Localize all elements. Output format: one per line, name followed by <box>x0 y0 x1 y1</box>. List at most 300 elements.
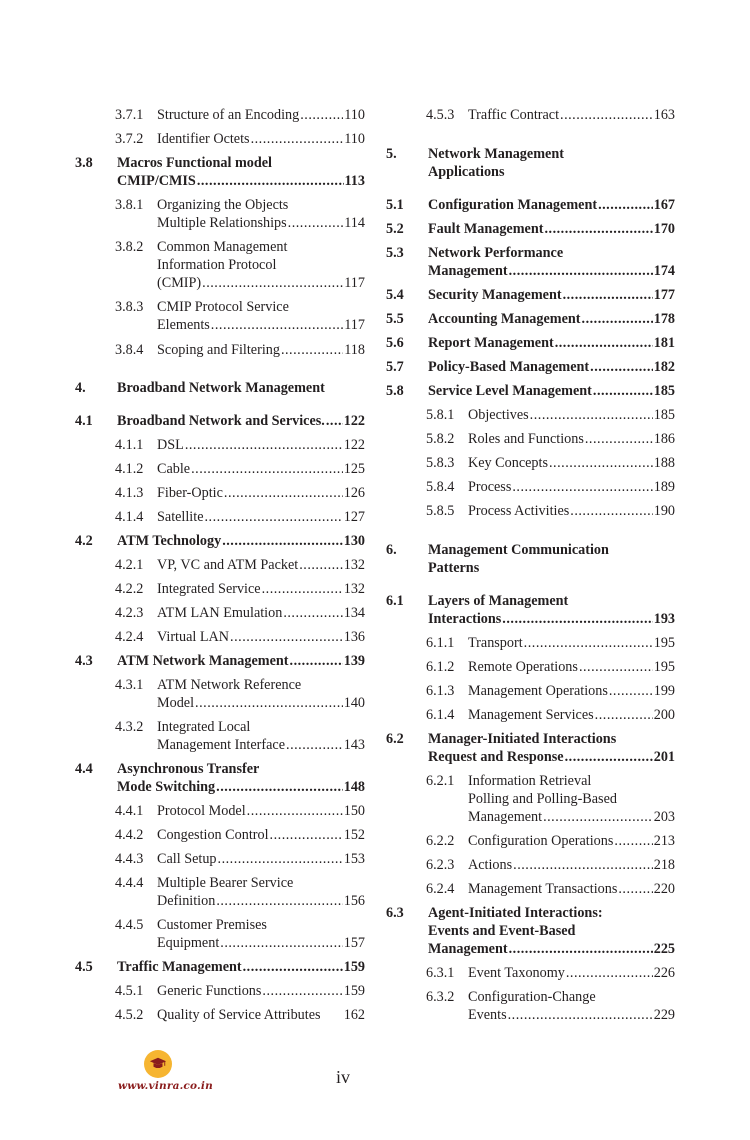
toc-title-line: Information Retrieval <box>468 773 592 789</box>
toc-title-line: Broadband Network Management <box>117 380 325 396</box>
toc-entry-title <box>428 541 675 577</box>
toc-entry-title <box>428 286 675 304</box>
dot-leader <box>614 832 652 850</box>
toc-title-line: Organizing the Objects <box>157 197 289 213</box>
toc-entry-number: 6.2.2 <box>426 833 455 849</box>
toc-entry-number: 6.1.4 <box>426 707 455 723</box>
dot-leader <box>300 106 343 124</box>
toc-page-number: 132 <box>343 581 365 597</box>
toc-title-line: Management <box>428 263 508 279</box>
toc-entry-title <box>157 580 365 598</box>
toc-title-line: Integrated Service <box>157 581 261 597</box>
toc-entry-number: 5.8.2 <box>426 431 455 447</box>
toc-page-number: 225 <box>653 941 675 957</box>
toc-title-line: Scoping and Filtering <box>157 342 280 358</box>
toc-title-line: Security Management <box>428 287 562 303</box>
dot-leader <box>502 610 652 628</box>
toc-page-number: 218 <box>653 857 675 873</box>
toc-entry-title <box>157 298 365 334</box>
toc-title-line: (CMIP) <box>157 275 202 291</box>
toc-entry-number: 4.1.3 <box>115 485 144 501</box>
dot-leader <box>243 958 343 976</box>
dot-leader <box>585 430 653 448</box>
toc-entry-number: 4.4.2 <box>115 827 144 843</box>
toc-entry-title <box>157 982 365 1000</box>
toc-entry-number: 5.8 <box>386 383 404 399</box>
toc-entry-title <box>157 874 365 910</box>
publisher-url[interactable]: www.vinra.co.in <box>118 1080 213 1092</box>
toc-entry-title <box>428 382 675 400</box>
toc-title-line: Mode Switching <box>117 779 216 795</box>
toc-page-number: 188 <box>653 455 675 471</box>
toc-entry-number: 5.1 <box>386 197 404 213</box>
toc-entry-title <box>468 658 675 676</box>
toc-entry-number: 4.1.2 <box>115 461 144 477</box>
toc-title-line: CMIP/CMIS <box>117 173 196 189</box>
dot-leader <box>195 694 343 712</box>
toc-page-number: 167 <box>653 197 675 213</box>
toc-title-line: Equipment <box>157 935 220 951</box>
toc-entry-title <box>117 652 365 670</box>
toc-title-line: Actions <box>468 857 513 873</box>
toc-entry-title <box>428 334 675 352</box>
toc-entry-number: 3.8.1 <box>115 197 144 213</box>
toc-page-number: 190 <box>653 503 675 519</box>
toc-entry-number: 3.7.2 <box>115 131 144 147</box>
toc-entry-title <box>468 772 675 826</box>
toc-title-line: Quality of Service Attributes <box>157 1007 321 1023</box>
dot-leader <box>247 802 343 820</box>
toc-page-number: 159 <box>343 959 365 975</box>
toc-entry-number: 4.4 <box>75 761 93 777</box>
toc-title-line: ATM Network Reference <box>157 677 302 693</box>
toc-title-line: Model <box>157 695 195 711</box>
toc-title-line: Elements <box>157 317 210 333</box>
toc-entry-number: 4.2.4 <box>115 629 144 645</box>
toc-entry-number: 5.6 <box>386 335 404 351</box>
dot-leader <box>508 1006 653 1024</box>
toc-entry-number: 4.2.2 <box>115 581 144 597</box>
toc-entry-title <box>157 1006 365 1024</box>
dot-leader <box>326 412 343 430</box>
toc-title-line: DSL <box>157 437 184 453</box>
toc-page-number: 203 <box>653 809 675 825</box>
toc-title-line: Macros Functional model <box>117 155 273 171</box>
toc-entry-number: 5.8.1 <box>426 407 455 423</box>
publisher-logo <box>144 1050 172 1078</box>
toc-entry-number: 4.5.2 <box>115 1007 144 1023</box>
dot-leader <box>222 532 343 550</box>
toc-title-line: Agent-Initiated Interactions: <box>428 905 603 921</box>
toc-entry-title <box>117 532 365 550</box>
dot-leader <box>205 508 343 526</box>
toc-entry-number: 6.1 <box>386 593 404 609</box>
toc-page-number: 229 <box>653 1007 675 1023</box>
toc-page-number: 130 <box>343 533 365 549</box>
toc-entry-number: 5.3 <box>386 245 404 261</box>
toc-page-number: 182 <box>653 359 675 375</box>
toc-page-number: 136 <box>343 629 365 645</box>
page-number: iv <box>336 1067 351 1087</box>
toc-entry-number: 5.5 <box>386 311 404 327</box>
toc-title-line: Structure of an Encoding <box>157 107 300 123</box>
toc-title-line: Virtual LAN <box>157 629 230 645</box>
toc-page-number: 110 <box>344 107 365 123</box>
toc-entry-title <box>157 850 365 868</box>
toc-title-line: Process <box>468 479 512 495</box>
dot-leader <box>563 286 653 304</box>
toc-title-line: Patterns <box>428 560 480 576</box>
toc-page-number: 150 <box>343 803 365 819</box>
toc-page-number: 186 <box>653 431 675 447</box>
toc-entry-number: 5.8.5 <box>426 503 455 519</box>
toc-title-line: Generic Functions <box>157 983 262 999</box>
toc-entry-title <box>157 130 365 148</box>
dot-leader <box>230 628 343 646</box>
toc-title-line: Call Setup <box>157 851 217 867</box>
toc-title-line: Management <box>428 941 508 957</box>
toc-title-line: Key Concepts <box>468 455 548 471</box>
toc-entry-number: 6.3 <box>386 905 404 921</box>
toc-entry-title <box>468 634 675 652</box>
toc-entry-number: 6.2 <box>386 731 404 747</box>
toc-entry-title <box>117 958 365 976</box>
toc-entry-number: 5.2 <box>386 221 404 237</box>
toc-title-line: Process Activities <box>468 503 570 519</box>
toc-entry-number: 3.8.3 <box>115 299 144 315</box>
dot-leader <box>185 436 343 454</box>
toc-title-line: Definition <box>157 893 216 909</box>
toc-title-line: Management Operations <box>468 683 608 699</box>
dot-leader <box>598 196 653 214</box>
toc-entry-title <box>428 244 675 280</box>
toc-entry-number: 6.1.3 <box>426 683 455 699</box>
toc-entry-title <box>157 802 365 820</box>
toc-entry-number: 4.3.2 <box>115 719 144 735</box>
toc-entry-number: 3.8.4 <box>115 342 144 358</box>
toc-entry-number: 6.1.1 <box>426 635 455 651</box>
toc-title-line: Remote Operations <box>468 659 578 675</box>
toc-page-number: 195 <box>653 659 675 675</box>
toc-entry-title <box>468 682 675 700</box>
toc-page-number: 113 <box>344 173 365 189</box>
toc-page-number: 156 <box>343 893 365 909</box>
toc-entry-title <box>428 358 675 376</box>
toc-title-line: Management Communication <box>428 542 609 558</box>
toc-entry-number: 4.2.3 <box>115 605 144 621</box>
dot-leader <box>286 736 343 754</box>
toc-title-line: Configuration Operations <box>468 833 614 849</box>
toc-entry-number: 5.7 <box>386 359 404 375</box>
toc-entry-title <box>157 106 365 124</box>
graduation-cap-icon <box>149 1055 167 1073</box>
toc-entry-title <box>468 502 675 520</box>
dot-leader <box>555 334 653 352</box>
toc-title-line: Events <box>468 1007 507 1023</box>
dot-leader <box>191 460 343 478</box>
dot-leader <box>509 940 653 958</box>
toc-title-line: Multiple Relationships <box>157 215 287 231</box>
toc-title-line: CMIP Protocol Service <box>157 299 289 315</box>
dot-leader <box>197 172 344 190</box>
toc-entry-title <box>157 238 365 292</box>
toc-page-number: 163 <box>653 107 675 123</box>
toc-entry-title <box>157 484 365 502</box>
dot-leader <box>565 748 653 766</box>
toc-entry-number: 6.2.4 <box>426 881 455 897</box>
toc-entry-number: 4.3 <box>75 653 93 669</box>
toc-page-number: 134 <box>343 605 365 621</box>
dot-leader <box>281 341 343 359</box>
toc-entry-number: 5.8.4 <box>426 479 455 495</box>
toc-entry-title <box>468 964 675 982</box>
toc-title-line: Traffic Management <box>117 959 242 975</box>
toc-title-line: Configuration Management <box>428 197 598 213</box>
dot-leader <box>560 106 653 124</box>
toc-entry-title <box>468 988 675 1024</box>
dot-leader <box>509 262 653 280</box>
dot-leader <box>549 454 653 472</box>
toc-page-number: 193 <box>653 611 675 627</box>
toc-entry-title <box>468 430 675 448</box>
toc-title-line: Identifier Octets <box>157 131 250 147</box>
toc-title-line: Broadband Network and Services. <box>117 413 325 429</box>
toc-entry-title <box>117 154 365 190</box>
dot-leader <box>299 556 342 574</box>
dot-leader <box>262 982 342 1000</box>
toc-entry-title <box>117 412 365 430</box>
toc-entry-number: 4.1.1 <box>115 437 144 453</box>
toc-title-line: Common Management <box>157 239 288 255</box>
toc-entry-title <box>117 760 365 796</box>
dot-leader <box>283 604 342 622</box>
toc-entry-title <box>468 406 675 424</box>
toc-title-line: Protocol Model <box>157 803 246 819</box>
toc-entry-title <box>468 478 675 496</box>
toc-entry-title <box>157 718 365 754</box>
toc-entry-number: 6.3.2 <box>426 989 455 1005</box>
toc-entry-number: 4.4.4 <box>115 875 144 891</box>
toc-title-line: Events and Event-Based <box>428 923 576 939</box>
dot-leader <box>218 850 343 868</box>
toc-title-line: Management Services <box>468 707 594 723</box>
toc-page-number: 139 <box>343 653 365 669</box>
toc-page-number: 174 <box>653 263 675 279</box>
toc-entry-title <box>157 826 365 844</box>
toc-title-line: Fault Management <box>428 221 544 237</box>
toc-page-number: 132 <box>343 557 365 573</box>
toc-title-line: Objectives <box>468 407 529 423</box>
toc-title-line: Service Level Management <box>428 383 592 399</box>
dot-leader <box>530 406 653 424</box>
toc-title-line: VP, VC and ATM Packet <box>157 557 299 573</box>
toc-entry-title <box>157 436 365 454</box>
toc-entry-title <box>157 460 365 478</box>
toc-title-line: Report Management <box>428 335 554 351</box>
dot-leader <box>216 892 342 910</box>
toc-page-number: 110 <box>344 131 365 147</box>
toc-title-line: Manager-Initiated Interactions <box>428 731 617 747</box>
dot-leader <box>595 706 653 724</box>
toc-entry-number: 4.1.4 <box>115 509 144 525</box>
toc-entry-number: 6.3.1 <box>426 965 455 981</box>
dot-leader <box>202 274 343 292</box>
toc-title-line: Polling and Polling-Based <box>468 791 617 807</box>
toc-page-number: 117 <box>344 317 365 333</box>
toc-entry-number: 3.8.2 <box>115 239 144 255</box>
toc-page-number: 127 <box>343 509 365 525</box>
toc-page-number: 153 <box>343 851 365 867</box>
toc-title-line: ATM Technology <box>117 533 222 549</box>
toc-title-line: Management Transactions <box>468 881 618 897</box>
toc-page-number: 143 <box>343 737 365 753</box>
toc-page-number: 185 <box>653 407 675 423</box>
dot-leader <box>513 856 653 874</box>
toc-entry-title <box>428 220 675 238</box>
toc-entry-number: 4.2.1 <box>115 557 144 573</box>
toc-entry-number: 4.1 <box>75 413 93 429</box>
toc-entry-title <box>468 106 675 124</box>
dot-leader <box>224 484 343 502</box>
dot-leader <box>211 316 343 334</box>
toc-entry-number: 4.5.3 <box>426 107 455 123</box>
toc-page-number: 226 <box>653 965 675 981</box>
toc-entry-number: 6.2.1 <box>426 773 455 789</box>
toc-page-number: 140 <box>343 695 365 711</box>
toc-title-line: Multiple Bearer Service <box>157 875 294 891</box>
dot-leader <box>543 808 653 826</box>
toc-entry-title <box>468 856 675 874</box>
dot-leader <box>618 880 652 898</box>
toc-title-line: Network Management <box>428 146 564 162</box>
toc-entry-title <box>468 880 675 898</box>
toc-entry-title <box>468 706 675 724</box>
dot-leader <box>288 214 344 232</box>
toc-page-number: 117 <box>344 275 365 291</box>
toc-entry-number: 4.5.1 <box>115 983 144 999</box>
toc-entry-title <box>157 676 365 712</box>
toc-entry-title <box>428 310 675 328</box>
toc-title-line: Applications <box>428 164 505 180</box>
toc-page-number: 114 <box>344 215 365 231</box>
toc-entry-number: 3.8 <box>75 155 93 171</box>
toc-title-line: Accounting Management <box>428 311 581 327</box>
toc-entry-title <box>468 454 675 472</box>
toc-page-number: 162 <box>343 1007 365 1023</box>
dot-leader <box>593 382 653 400</box>
toc-page-number: 178 <box>653 311 675 327</box>
toc-page-number: 177 <box>653 287 675 303</box>
toc-entry-number: 5.4 <box>386 287 404 303</box>
toc-entry-number: 3.7.1 <box>115 107 144 123</box>
toc-entry-number: 4.5 <box>75 959 93 975</box>
dot-leader <box>590 358 653 376</box>
toc-entry-title <box>428 145 675 181</box>
toc-title-line: Request and Response <box>428 749 564 765</box>
toc-page-number: 185 <box>653 383 675 399</box>
toc-title-line: Management <box>468 809 543 825</box>
toc-entry-title <box>157 196 365 232</box>
toc-entry-number: 5.8.3 <box>426 455 455 471</box>
toc-title-line: Traffic Contract <box>468 107 560 123</box>
dot-leader <box>579 658 653 676</box>
dot-leader <box>290 652 343 670</box>
toc-page-number: 170 <box>653 221 675 237</box>
toc-page-number: 122 <box>343 437 365 453</box>
toc-entry-number: 4.3.1 <box>115 677 144 693</box>
toc-title-line: Fiber-Optic <box>157 485 223 501</box>
toc-page-number: 181 <box>653 335 675 351</box>
toc-title-line: ATM LAN Emulation <box>157 605 283 621</box>
toc-title-line: Congestion Control <box>157 827 269 843</box>
dot-leader <box>220 934 342 952</box>
toc-title-line: Integrated Local <box>157 719 251 735</box>
toc-entry-title <box>117 379 365 397</box>
toc-title-line: Policy-Based Management <box>428 359 590 375</box>
toc-entry-number: 4.2 <box>75 533 93 549</box>
dot-leader <box>524 634 653 652</box>
toc-page-number: 189 <box>653 479 675 495</box>
toc-title-line: Interactions <box>428 611 502 627</box>
toc-page-number: 118 <box>344 342 365 358</box>
toc-title-line: Information Protocol <box>157 257 277 273</box>
toc-entry-title <box>157 341 365 359</box>
toc-title-line: Layers of Management <box>428 593 569 609</box>
dot-leader <box>512 478 652 496</box>
toc-entry-number: 5. <box>386 146 397 162</box>
dot-leader <box>566 964 653 982</box>
toc-page-number: 199 <box>653 683 675 699</box>
toc-page-number: 195 <box>653 635 675 651</box>
toc-title-line: Event Taxonomy <box>468 965 565 981</box>
toc-entry-number: 4. <box>75 380 86 396</box>
dot-leader <box>570 502 652 520</box>
toc-page-number: 122 <box>343 413 365 429</box>
toc-entry-title <box>468 832 675 850</box>
toc-entry-title <box>428 592 675 628</box>
dot-leader <box>270 826 343 844</box>
toc-title-line: Asynchronous Transfer <box>117 761 260 777</box>
toc-page-number: 148 <box>343 779 365 795</box>
toc-entry-number: 6.2.3 <box>426 857 455 873</box>
toc-page-number: 126 <box>343 485 365 501</box>
toc-page-number: 152 <box>343 827 365 843</box>
toc-entry-title <box>428 904 675 958</box>
toc-page-number: 213 <box>653 833 675 849</box>
toc-title-line: Customer Premises <box>157 917 267 933</box>
dot-leader <box>251 130 344 148</box>
toc-entry-number: 4.4.5 <box>115 917 144 933</box>
dot-leader <box>544 220 652 238</box>
toc-page-number: 159 <box>343 983 365 999</box>
toc-title-line: ATM Network Management <box>117 653 289 669</box>
toc-title-line: Transport <box>468 635 523 651</box>
toc-entry-number: 4.4.1 <box>115 803 144 819</box>
toc-entry-title <box>157 508 365 526</box>
toc-entry-number: 4.4.3 <box>115 851 144 867</box>
toc-entry-title <box>157 604 365 622</box>
toc-entry-number: 6.1.2 <box>426 659 455 675</box>
toc-entry-title <box>157 556 365 574</box>
toc-entry-title <box>428 730 675 766</box>
toc-title-line: Management Interface <box>157 737 286 753</box>
toc-title-line: Satellite <box>157 509 204 525</box>
toc-entry-title <box>157 628 365 646</box>
dot-leader <box>582 310 653 328</box>
toc-page-number: 157 <box>343 935 365 951</box>
dot-leader <box>262 580 343 598</box>
dot-leader <box>609 682 653 700</box>
